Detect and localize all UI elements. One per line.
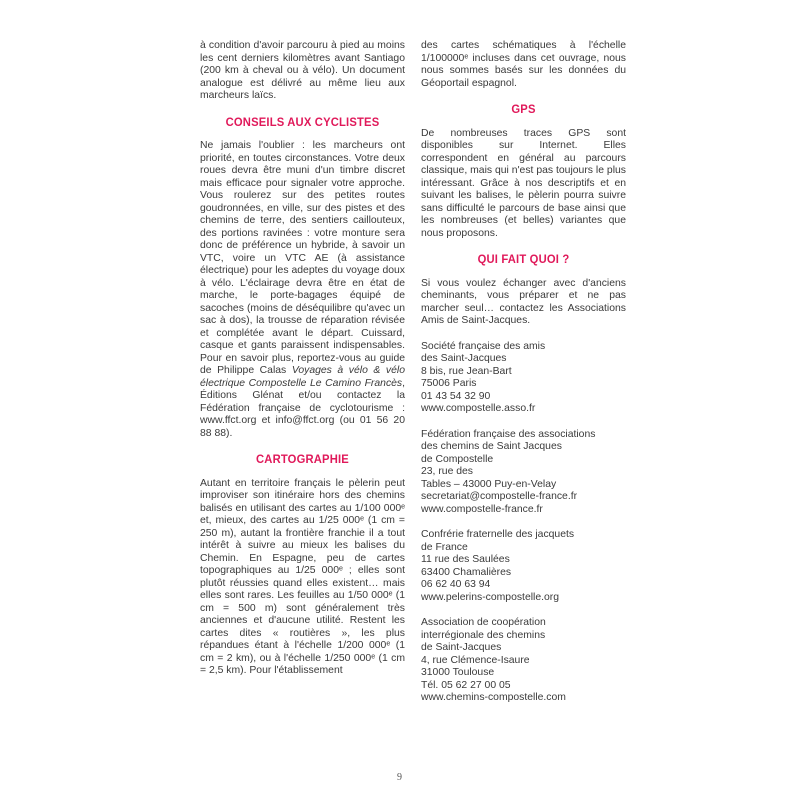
address-line: 23, rue des xyxy=(421,466,473,477)
address-line: de France xyxy=(421,541,468,553)
intro-paragraph: à condition d'avoir parcouru à pied au moins les cent derniers kilomètres avant Santiago (200 km à cheval ou à vélo). Un document analogue est délivré au même lieu aux marcheurs laïcs. xyxy=(200,40,405,101)
address-line[interactable]: www.compostelle-france.fr xyxy=(421,503,543,515)
address-line: 06 62 40 63 94 xyxy=(421,579,491,590)
address-line: de Compostelle xyxy=(421,453,494,465)
address-line: Tables – 43000 Puy-en-Velay xyxy=(421,478,557,490)
address-block xyxy=(421,617,626,705)
gps-paragraph: De nombreuses traces GPS sont disponibles sur Internet. Elles correspondent en général au parcours classique, mais qui n'est pas toujours le plus intéressant. Grâce à nos descriptifs et en suivant les balises, le pèlerin pourra suivre sans difficulté le parcours de base ainsi que les nombreuses (et belles) variantes que nous proposons. xyxy=(421,127,626,239)
address-line: Fédération française des associations xyxy=(421,428,596,440)
section-heading-gps: GPS xyxy=(511,102,536,116)
left-column xyxy=(200,40,405,678)
address-line[interactable]: www.chemins-compostelle.com xyxy=(421,692,566,703)
book-title: Voyages à vélo & vélo électrique Compostelle Le Camino Francès xyxy=(200,365,405,389)
address-list xyxy=(421,341,626,705)
address-line: Association de coopération xyxy=(421,617,546,628)
address-line: 31000 Toulouse xyxy=(421,667,495,678)
right-column xyxy=(421,40,626,705)
address-line: Tél. 05 62 27 00 05 xyxy=(421,679,511,691)
address-line: des Saint-Jacques xyxy=(421,353,507,364)
page-number: 9 xyxy=(397,772,402,783)
cartographie-paragraph: Autant en territoire français le pèlerin peut improviser son itinéraire hors des chemins balisés en utilisant des cartes au 1/100 000ᵉ et, mieux, des cartes au 1/25 000ᵉ (1 cm = 250 m), autant la frontière franchie il a tout intérêt à suivre au mieux les balises du Chemin. En Espagne, peu de cartes topographiques au 1/25 000ᵉ ; elles sont plutôt réussies quand elles existent… mais elles sont rares. Les feuilles au 1/50 000ᵉ (1 cm = 500 m) sont généralement très anciennes et d'aucune utilité. Restent les cartes dites « routières », les plus répandues étant à l'échelle 1/200 000ᵉ (1 cm = 2 km), ou à l'échelle 1/250 000ᵉ (1 cm = 2,5 km). Pour l'établissement xyxy=(200,477,405,676)
address-line: Confrérie fraternelle des jacquets xyxy=(421,529,575,540)
cyclistes-text-b: , Éditions Glénat et/ou contactez la Fédération française de cyclotourisme : www.ffct.org et info@ffct.org (ou 01 56 20 88 88). xyxy=(200,377,405,439)
address-line: interrégionale des chemins xyxy=(421,629,546,641)
address-line: 4, rue Clémence-Isaure xyxy=(421,654,530,666)
cyclistes-text-a: Ne jamais l'oublier : les marcheurs ont priorité, en toutes circonstances. Votre deux roues devra être muni d'un timbre discret mais efficace pour signaler votre approche. Vous roulerez sur des petites routes goudronnées, en ville, sur des pistes et des chemins de terre, des sentiers caillouteux, des portions ravinées : votre monture sera donc de préférence un hybride, à savoir un VTC, voire un VTC AE (à assistance électrique) pour les adeptes du voyage doux à vélo. L'éclairage devra être en état de marche, le porte-bagages équipé de sacoches (moins de déséquilibre qu'avec un sac à dos), la trousse de réparation révisée et complétée avant le départ. Cuissard, casque et gants paraissent indispensables. Pour en savoir plus, reportez-vous au guide de Philippe Calas xyxy=(200,140,405,376)
address-line: 11 rue des Saulées xyxy=(421,554,510,565)
cyclistes-paragraph xyxy=(200,140,405,440)
address-line: des chemins de Saint Jacques xyxy=(421,441,562,452)
section-heading-qui-fait-quoi: QUI FAIT QUOI ? xyxy=(477,252,570,266)
address-block xyxy=(421,341,626,416)
address-line[interactable]: www.pelerins-compostelle.org xyxy=(421,591,560,603)
section-heading-cyclistes: CONSEILS AUX CYCLISTES xyxy=(225,114,380,129)
address-line: 75006 Paris xyxy=(421,378,477,389)
address-line: Société française des amis xyxy=(421,340,546,352)
address-block xyxy=(421,429,626,517)
address-line[interactable]: secretariat@compostelle-france.fr xyxy=(421,491,578,502)
section-heading-cartographie: CARTOGRAPHIE xyxy=(256,452,349,466)
address-line: 8 bis, rue Jean-Bart xyxy=(421,365,512,377)
address-line: de Saint-Jacques xyxy=(421,642,502,653)
address-block xyxy=(421,529,626,604)
qui-fait-quoi-paragraph: Si vous voulez échanger avec d'anciens cheminants, vous préparer et ne pas marcher seul… contactez les Associations Amis de Saint-Jacques. xyxy=(421,277,626,326)
address-line: 63400 Chamalières xyxy=(421,566,512,578)
continuation-paragraph: des cartes schématiques à l'échelle 1/100000ᵉ incluses dans cet ouvrage, nous nous sommes basés sur les données du Géoportail espagnol. xyxy=(421,40,626,89)
address-line[interactable]: www.compostelle.asso.fr xyxy=(421,403,536,414)
address-line: 01 43 54 32 90 xyxy=(421,390,491,402)
